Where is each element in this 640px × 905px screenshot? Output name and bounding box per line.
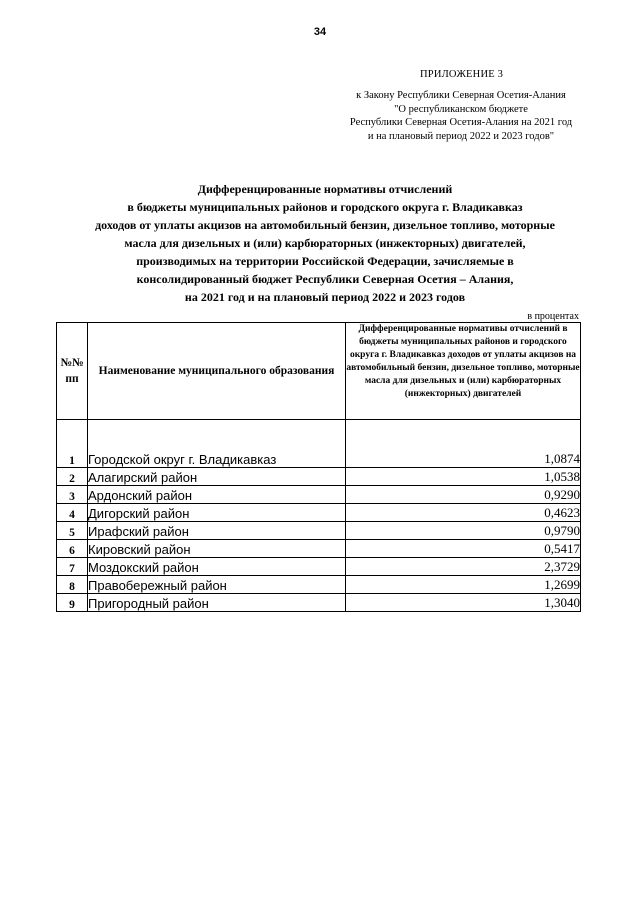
row-number: 5 — [57, 522, 88, 540]
header-municipality: Наименование муниципального образования — [88, 323, 346, 420]
appendix-line: "О республиканском бюджете — [394, 103, 528, 115]
title-line: доходов от уплаты акцизов на автомобильный бензин, дизельное топливо, моторные — [95, 218, 555, 232]
appendix-label: ПРИЛОЖЕНИЕ 3 — [420, 69, 504, 80]
table-row — [57, 504, 581, 522]
table-row — [57, 522, 581, 540]
table-row — [57, 420, 581, 468]
header-number: №№ пп — [57, 323, 88, 420]
appendix-reference — [330, 89, 592, 143]
title-line: производимых на территории Российской Федерации, зачисляемые в — [136, 254, 514, 268]
row-municipality: Кировский район — [88, 540, 346, 558]
row-municipality: Ардонский район — [88, 486, 346, 504]
title-line: консолидированный бюджет Республики Северная Осетия – Алания, — [136, 272, 514, 286]
row-municipality: Пригородный район — [88, 594, 346, 612]
row-number: 6 — [57, 540, 88, 558]
row-municipality: Моздокский район — [88, 558, 346, 576]
row-value: 0,9790 — [346, 522, 581, 540]
appendix-line: к Закону Республики Северная Осетия-Алания — [356, 90, 566, 101]
table-row — [57, 468, 581, 486]
row-municipality: Правобережный район — [88, 576, 346, 594]
title-line: в бюджеты муниципальных районов и городского округа г. Владикавказ — [127, 200, 523, 214]
table-header-row — [57, 323, 581, 420]
header-norm-value: Дифференцированные нормативы отчислений в бюджеты муниципальных районов и городского округа г. Владикавказ доходов от уплаты акцизов на автомобильный бензин, дизельное топливо, моторные масла для дизельных и (или) карбюраторных (инжекторных) двигателей — [346, 323, 581, 420]
row-municipality: Ирафский район — [88, 522, 346, 540]
title-line: на 2021 год и на плановый период 2022 и 2023 годов — [184, 290, 466, 304]
row-municipality: Алагирский район — [88, 468, 346, 486]
table-row — [57, 576, 581, 594]
row-value: 0,9290 — [346, 486, 581, 504]
row-municipality: Городской округ г. Владикавказ — [88, 420, 346, 468]
row-municipality: Дигорский район — [88, 504, 346, 522]
row-value: 1,2699 — [346, 576, 581, 594]
row-number: 9 — [57, 594, 88, 612]
norms-table — [56, 322, 581, 612]
title-line: масла для дизельных и (или) карбюраторных (инжекторных) двигателей, — [124, 236, 526, 250]
row-value: 1,3040 — [346, 594, 581, 612]
table-row — [57, 594, 581, 612]
table-row — [57, 540, 581, 558]
row-number: 8 — [57, 576, 88, 594]
units-note: в процентах — [527, 311, 579, 322]
row-value: 0,4623 — [346, 504, 581, 522]
row-number: 7 — [57, 558, 88, 576]
row-value: 1,0538 — [346, 468, 581, 486]
title-line: Дифференцированные нормативы отчислений — [197, 182, 453, 196]
row-value: 1,0874 — [346, 420, 581, 468]
table-row — [57, 558, 581, 576]
row-number: 3 — [57, 486, 88, 504]
row-value: 0,5417 — [346, 540, 581, 558]
appendix-line: и на плановый период 2022 и 2023 годов" — [367, 130, 555, 142]
row-value: 2,3729 — [346, 558, 581, 576]
appendix-line: Республики Северная Осетия-Алания на 2021 год — [349, 117, 573, 128]
page-number: 34 — [313, 26, 327, 38]
row-number: 4 — [57, 504, 88, 522]
row-number: 2 — [57, 468, 88, 486]
table-row — [57, 486, 581, 504]
row-number: 1 — [57, 420, 88, 468]
document-title — [40, 180, 610, 306]
